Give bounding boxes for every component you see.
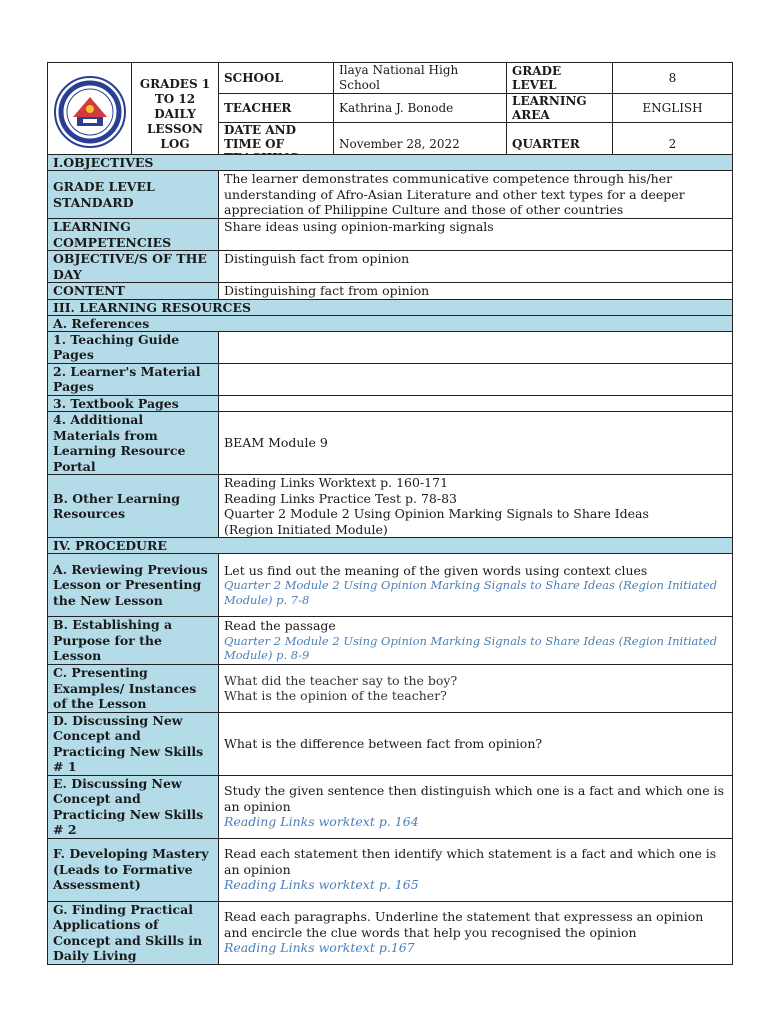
procedure-reference: Reading Links worktext p. 165 [224, 877, 419, 893]
deped-seal-icon [53, 75, 127, 149]
row-label: CONTENT [48, 283, 219, 300]
row-value: What is the difference between fact from opinion? [219, 712, 733, 775]
row-value [219, 363, 733, 395]
seal-cell [48, 63, 132, 166]
row-value [219, 475, 733, 538]
quarter-value: 2 [613, 123, 733, 166]
references-label: A. References [48, 315, 733, 331]
grade-level-value: 8 [613, 63, 733, 94]
procedure-reference: Quarter 2 Module 2 Using Opinion Marking Signals to Share Ideas (Region Initiated Module) p. 8-9 [224, 633, 718, 663]
learning-area-label: LEARNING AREA [507, 94, 613, 123]
resource-line: Reading Links Worktext p. 160-171 [224, 475, 449, 490]
row-label: 1. Teaching Guide Pages [48, 331, 219, 363]
row-label: 2. Learner's Material Pages [48, 363, 219, 395]
quarter-label: QUARTER [507, 123, 613, 166]
row-value [219, 665, 733, 713]
date-value: November 28, 2022 [334, 123, 507, 166]
procedure-text: Read each paragraphs. Underline the statement that expressess an opinion and encircle the clue words that help you recognised the opinion [224, 909, 704, 940]
lesson-log-table [47, 154, 733, 965]
table-row [48, 251, 733, 283]
procedure-reference: Reading Links worktext p. 164 [224, 814, 419, 830]
table-row [48, 554, 733, 617]
grade-level-label: GRADE LEVEL [507, 63, 613, 94]
row-label: LEARNING COMPETENCIES [48, 219, 219, 251]
table-row [48, 283, 733, 300]
header-table [47, 62, 733, 166]
procedure-text: What did the teacher say to the boy? [224, 672, 458, 688]
procedure-reference: Reading Links worktext p.167 [224, 940, 415, 956]
table-row [48, 412, 733, 475]
table-row [48, 363, 733, 395]
row-label: 4. Additional Materials from Learning Resource Portal [48, 412, 219, 475]
table-row [48, 712, 733, 775]
row-value: Share ideas using opinion-marking signals [219, 219, 733, 251]
section-procedure [48, 538, 733, 554]
row-value [219, 617, 733, 665]
section-heading: IV. PROCEDURE [48, 538, 733, 554]
row-label: D. Discussing New Concept and Practicing New Skills # 1 [48, 712, 219, 775]
row-value [219, 395, 733, 412]
row-value: BEAM Module 9 [219, 412, 733, 475]
table-row [48, 901, 733, 964]
references-row [48, 315, 733, 331]
procedure-text: Let us find out the meaning of the given words using context clues [224, 562, 648, 578]
date-label: DATE AND TIME OF [219, 123, 334, 166]
teacher-value: Kathrina J. Bonode [334, 94, 507, 123]
row-label: F. Developing Mastery (Leads to Formative Assessment) [48, 838, 219, 901]
table-row [48, 665, 733, 713]
procedure-reference: Quarter 2 Module 2 Using Opinion Marking Signals to Share Ideas (Region Initiated Module) p. 7-8 [224, 578, 718, 607]
school-label: SCHOOL [219, 63, 334, 94]
table-row [48, 171, 733, 219]
section-objectives [48, 155, 733, 171]
procedure-text: Read the passage [224, 618, 336, 634]
row-value: The learner demonstrates communicative competence through his/her understanding of Afro-Asian Literature and other text types for a deeper appreciation of Philippine Culture and those of other countries [219, 171, 733, 219]
teacher-label: TEACHER [219, 94, 334, 123]
log-title: GRADES 1 TO 12 DAILY LESSON LOG [132, 63, 219, 166]
table-row [48, 395, 733, 412]
resource-line: Reading Links Practice Test p. 78-83 [224, 490, 457, 506]
row-value [219, 775, 733, 838]
row-label: B. Other Learning Resources [48, 475, 219, 538]
row-value [219, 331, 733, 363]
row-value [219, 554, 733, 617]
row-value: Distinguishing fact from opinion [219, 283, 733, 300]
row-label: OBJECTIVE/S OF THE DAY [48, 251, 219, 283]
row-label: C. Presenting Examples/ Instances of the Lesson [48, 665, 219, 713]
row-value [219, 838, 733, 901]
table-row [48, 331, 733, 363]
table-row [48, 219, 733, 251]
table-row [48, 475, 733, 538]
row-label: A. Reviewing Previous Lesson or Presenting the New Lesson [48, 554, 219, 617]
procedure-text: Study the given sentence then distinguish which one is a fact and which one is an opinion [224, 783, 724, 814]
table-row [48, 775, 733, 838]
row-value [219, 901, 733, 964]
row-label: B. Establishing a Purpose for the Lesson [48, 617, 219, 665]
table-row [48, 838, 733, 901]
row-value: Distinguish fact from opinion [219, 251, 733, 283]
learning-area-value: ENGLISH [613, 94, 733, 123]
row-label: GRADE LEVEL STANDARD [48, 171, 219, 219]
section-resources [48, 299, 733, 315]
section-heading: I.OBJECTIVES [48, 155, 733, 171]
section-heading: III. LEARNING RESOURCES [48, 299, 733, 315]
resource-line: Quarter 2 Module 2 Using Opinion Marking Signals to Share Ideas [224, 506, 649, 521]
row-label: 3. Textbook Pages [48, 395, 219, 412]
table-row [48, 617, 733, 665]
row-label: E. Discussing New Concept and Practicing New Skills # 2 [48, 775, 219, 838]
procedure-text: Read each statement then identify which statement is a fact and which one is an opinion [224, 846, 717, 877]
row-label: G. Finding Practical Applications of Concept and Skills in Daily Living [48, 901, 219, 964]
resource-line: (Region Initiated Module) [224, 521, 388, 537]
procedure-text: What is the opinion of the teacher? [224, 688, 447, 704]
school-value: Ilaya National High School [334, 63, 507, 94]
